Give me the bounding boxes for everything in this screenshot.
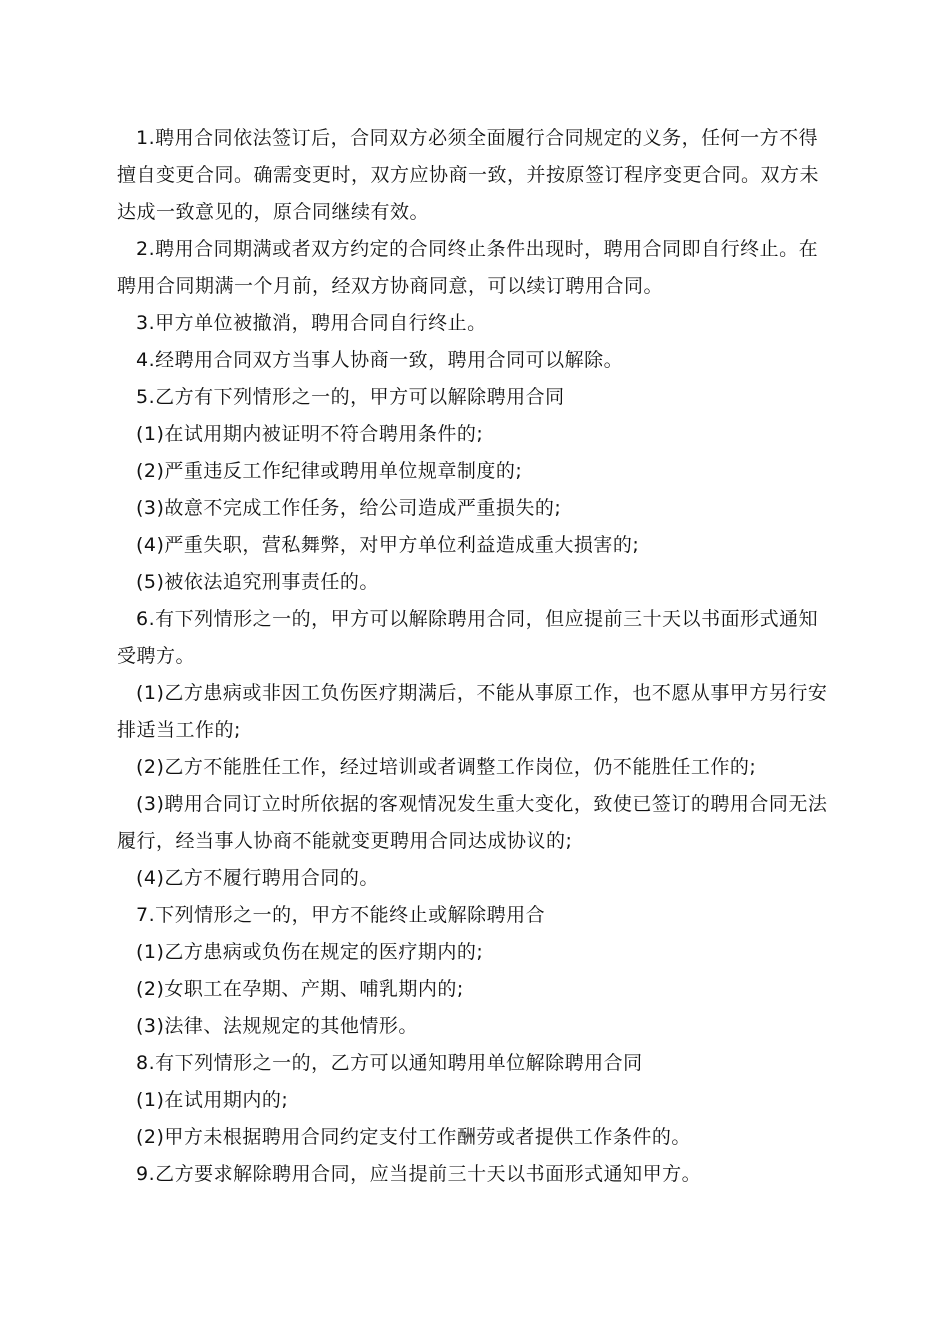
paragraph-2: 2.聘用合同期满或者双方约定的合同终止条件出现时，聘用合同即自行终止。在聘用合同期满一个月前，经双方协商同意，可以续订聘用合同。 <box>117 238 819 297</box>
paragraph-7-item-3: (3)法律、法规规定的其他情形。 <box>136 1015 418 1037</box>
paragraph-7-item-2: (2)女职工在孕期、产期、哺乳期内的; <box>136 978 464 1000</box>
paragraph-8-item-2: (2)甲方未根据聘用合同约定支付工作酬劳或者提供工作条件的。 <box>136 1126 691 1148</box>
paragraph-8: 8.有下列情形之一的，乙方可以通知聘用单位解除聘用合同 <box>136 1052 643 1074</box>
paragraph-6-item-4: (4)乙方不履行聘用合同的。 <box>136 867 379 889</box>
paragraph-1: 1.聘用合同依法签订后，合同双方必须全面履行合同规定的义务，任何一方不得擅自变更合同。确需变更时，双方应协商一致，并按原签订程序变更合同。双方未达成一致意见的，原合同继续有效。 <box>117 127 820 223</box>
paragraph-5: 5.乙方有下列情形之一的，甲方可以解除聘用合同 <box>136 386 565 408</box>
paragraph-3: 3.甲方单位被撤消，聘用合同自行终止。 <box>136 312 487 334</box>
document-body <box>117 120 837 1193</box>
paragraph-5-item-5: (5)被依法追究刑事责任的。 <box>136 571 379 593</box>
paragraph-5-item-1: (1)在试用期内被证明不符合聘用条件的; <box>136 423 484 445</box>
paragraph-5-item-2: (2)严重违反工作纪律或聘用单位规章制度的; <box>136 460 523 482</box>
paragraph-6-item-1: (1)乙方患病或非因工负伤医疗期满后，不能从事原工作，也不愿从事甲方另行安排适当工作的; <box>117 682 828 741</box>
paragraph-6: 6.有下列情形之一的，甲方可以解除聘用合同，但应提前三十天以书面形式通知受聘方。 <box>117 608 819 667</box>
paragraph-8-item-1: (1)在试用期内的; <box>136 1089 289 1111</box>
paragraph-6-item-3: (3)聘用合同订立时所依据的客观情况发生重大变化，致使已签订的聘用合同无法履行，经当事人协商不能就变更聘用合同达成协议的; <box>117 793 828 852</box>
paragraph-6-item-2: (2)乙方不能胜任工作，经过培训或者调整工作岗位，仍不能胜任工作的; <box>136 756 757 778</box>
paragraph-5-item-3: (3)故意不完成工作任务，给公司造成严重损失的; <box>136 497 562 519</box>
paragraph-4: 4.经聘用合同双方当事人协商一致，聘用合同可以解除。 <box>136 349 624 371</box>
paragraph-9: 9.乙方要求解除聘用合同，应当提前三十天以书面形式通知甲方。 <box>136 1163 702 1185</box>
paragraph-7-item-1: (1)乙方患病或负伤在规定的医疗期内的; <box>136 941 484 963</box>
paragraph-7: 7.下列情形之一的，甲方不能终止或解除聘用合 <box>136 904 546 926</box>
paragraph-5-item-4: (4)严重失职，营私舞弊，对甲方单位利益造成重大损害的; <box>136 534 640 556</box>
